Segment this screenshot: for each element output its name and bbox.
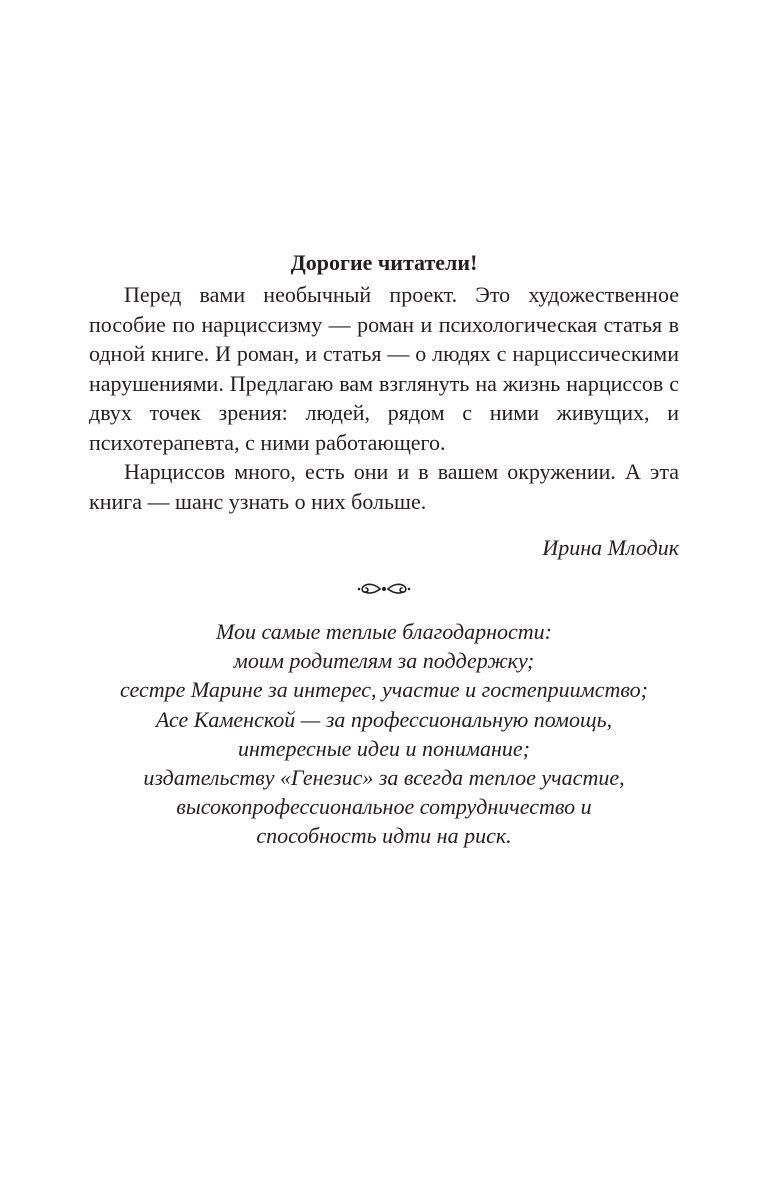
ack-line: высокопрофессиональное сотрудничество и	[176, 794, 592, 820]
acknowledgements	[89, 617, 679, 851]
ack-line: способность идти на риск.	[256, 823, 512, 849]
ack-line: Мои самые теплые благодарности:	[215, 619, 552, 644]
book-page	[89, 246, 679, 851]
ack-line: моим родителям за поддержку;	[233, 648, 535, 674]
ack-line: Асе Каменской — за профессиональную помощь,	[155, 706, 613, 732]
paragraph: Нарциссов много, есть они и в вашем окружении. А эта книга — шанс узнать о них больше.	[89, 459, 679, 514]
paragraph: Перед вами необычный проект. Это художественное пособие по нарциссизму — роман и психологическая статья в одной книге. И роман, и статья — о людях с нарциссическими нарушениями. Предлагаю вам взглянуть на жизнь нарциссов с двух точек зрения: людей, рядом с ними живущих, и психотерапевта, с ними работающего.	[89, 282, 679, 455]
author-signature: Ирина Млодик	[542, 535, 679, 560]
intro-text	[89, 280, 679, 516]
fleuron-ornament-svg	[356, 580, 412, 598]
fleuron-ornament-icon	[89, 577, 679, 601]
page-heading: Дорогие читатели!	[290, 250, 478, 275]
ack-line: издательству «Генезис» за всегда теплое участие,	[143, 765, 625, 791]
ack-line: интересные идеи и понимание;	[237, 735, 530, 761]
ack-line: сестре Марине за интерес, участие и гостеприимство;	[120, 677, 648, 703]
